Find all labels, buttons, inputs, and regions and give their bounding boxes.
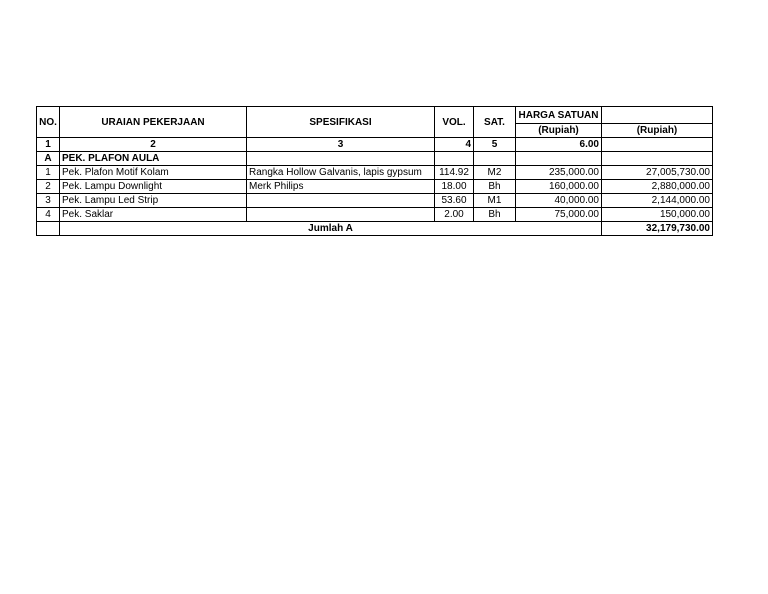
row-sat: Bh [474,180,516,194]
row-spesifikasi [247,208,435,222]
table-row [37,180,713,194]
row-sat: M2 [474,166,516,180]
row-spesifikasi: Rangka Hollow Galvanis, lapis gypsum [247,166,435,180]
row-vol: 53.60 [435,194,474,208]
row-harga: 40,000.00 [516,194,602,208]
row-no: 3 [37,194,60,208]
section-title: PEK. PLAFON AULA [60,152,247,166]
table-row [37,166,713,180]
row-harga: 235,000.00 [516,166,602,180]
row-no: 2 [37,180,60,194]
row-harga: 75,000.00 [516,208,602,222]
colnum-5: 5 [474,138,516,152]
row-jumlah: 2,880,000.00 [602,180,713,194]
row-jumlah: 2,144,000.00 [602,194,713,208]
header-jumlah-unit: (Rupiah) [602,124,713,138]
table-row [37,194,713,208]
colnum-7 [602,138,713,152]
colnum-3: 3 [247,138,435,152]
row-uraian: Pek. Plafon Motif Kolam [60,166,247,180]
header-spesifikasi: SPESIFIKASI [247,107,435,138]
colnum-6: 6.00 [516,138,602,152]
total-label: Jumlah A [60,222,602,236]
row-sat: M1 [474,194,516,208]
row-no: 1 [37,166,60,180]
row-spesifikasi: Merk Philips [247,180,435,194]
header-jumlah-blank [602,107,713,124]
header-row [37,107,713,124]
header-harga-unit: (Rupiah) [516,124,602,138]
total-row [37,222,713,236]
row-harga: 160,000.00 [516,180,602,194]
colnum-2: 2 [60,138,247,152]
row-vol: 114.92 [435,166,474,180]
section-empty [435,152,474,166]
table-row [37,208,713,222]
row-jumlah: 27,005,730.00 [602,166,713,180]
section-empty [602,152,713,166]
colnum-1: 1 [37,138,60,152]
row-vol: 2.00 [435,208,474,222]
header-uraian: URAIAN PEKERJAAN [60,107,247,138]
row-uraian: Pek. Saklar [60,208,247,222]
total-empty [37,222,60,236]
section-empty [247,152,435,166]
row-uraian: Pek. Lampu Downlight [60,180,247,194]
row-jumlah: 150,000.00 [602,208,713,222]
section-empty [516,152,602,166]
row-spesifikasi [247,194,435,208]
total-value: 32,179,730.00 [602,222,713,236]
section-row [37,152,713,166]
header-harga-satuan: HARGA SATUAN [516,107,602,124]
colnum-4: 4 [435,138,474,152]
section-code: A [37,152,60,166]
boq-table [36,106,713,236]
row-no: 4 [37,208,60,222]
header-vol: VOL. [435,107,474,138]
header-no: NO. [37,107,60,138]
header-sat: SAT. [474,107,516,138]
section-empty [474,152,516,166]
row-sat: Bh [474,208,516,222]
column-number-row [37,138,713,152]
row-uraian: Pek. Lampu Led Strip [60,194,247,208]
row-vol: 18.00 [435,180,474,194]
